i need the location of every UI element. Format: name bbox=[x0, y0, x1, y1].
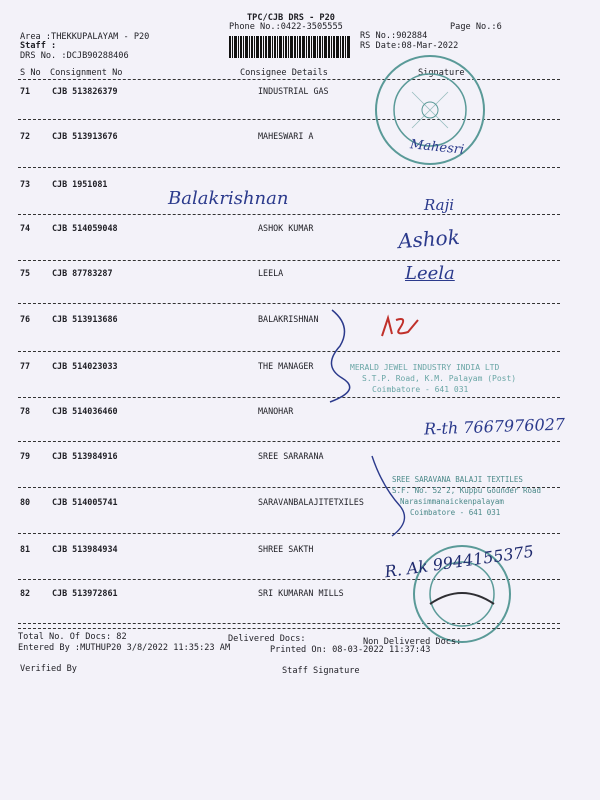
row-sno: 81 bbox=[20, 544, 31, 554]
signature-row81: R. Ak 9944155375 bbox=[383, 541, 535, 582]
row-consignment: CJB 514059048 bbox=[52, 223, 118, 233]
row-consignee: MANOHAR bbox=[258, 406, 294, 416]
saravana-stamp-line3: Narasimmanaickenpalayam bbox=[400, 497, 504, 506]
row-consignment: CJB 513984934 bbox=[52, 544, 118, 554]
row-consignment: CJB 1951081 bbox=[52, 179, 108, 189]
row-sno: 73 bbox=[20, 179, 31, 189]
row-divider bbox=[18, 214, 560, 215]
page-number: Page No.:6 bbox=[450, 22, 502, 32]
row-consignment: CJB 514023033 bbox=[52, 361, 118, 371]
row-consignment: CJB 514005741 bbox=[52, 497, 118, 507]
column-header-sno: S No bbox=[20, 68, 41, 78]
entered-by: Entered By :MUTHUP20 3/8/2022 11:35:23 AM bbox=[18, 643, 231, 653]
staff-signature: Staff Signature bbox=[282, 666, 360, 676]
signature-row78: R-th 7667976027 bbox=[423, 414, 566, 439]
row-consignee: SHREE SAKTH bbox=[258, 544, 314, 554]
total-docs: Total No. Of Docs: 82 bbox=[18, 632, 127, 642]
verified-by: Verified By bbox=[20, 664, 77, 674]
row-consignee: BALAKRISHNAN bbox=[258, 314, 319, 324]
phone-number: Phone No.:0422-3505555 bbox=[229, 22, 343, 32]
row-sno: 79 bbox=[20, 451, 31, 461]
emerald-stamp-line2: S.T.P. Road, K.M. Palayam (Post) bbox=[362, 374, 517, 383]
column-header-consignment: Consignment No bbox=[50, 68, 123, 78]
row-consignee: ASHOK KUMAR bbox=[258, 223, 314, 233]
area-label: Area :THEKKUPALAYAM - P20 bbox=[20, 32, 150, 42]
emerald-stamp-line3: Coimbatore - 641 031 bbox=[372, 385, 469, 394]
row-consignment: CJB 513913686 bbox=[52, 314, 118, 324]
row-sno: 72 bbox=[20, 131, 31, 141]
emerald-stamp-line1: MERALD JEWEL INDUSTRY INDIA LTD bbox=[350, 363, 500, 372]
row-consignment: CJB 513984916 bbox=[52, 451, 118, 461]
pen-scribble-strokes bbox=[312, 306, 462, 556]
drs-number: DRS No. :DCJB90288406 bbox=[20, 51, 129, 61]
rs-date: RS Date:08-Mar-2022 bbox=[360, 41, 459, 51]
row-divider bbox=[18, 441, 560, 442]
row-consignee: SARAVANBALAJITETXILES bbox=[258, 497, 364, 507]
signature-row72: Mahesri bbox=[409, 137, 465, 158]
barcode-image bbox=[229, 36, 351, 58]
staff-label: Staff : bbox=[20, 41, 57, 51]
row-sno: 77 bbox=[20, 361, 31, 371]
row-consignment: CJB 513826379 bbox=[52, 86, 118, 96]
saravana-stamp-line2: S.F. No. 52 2, Kuppu Gounder Road bbox=[392, 486, 542, 495]
saravana-stamp-line1: SREE SARAVANA BALAJI TEXTILES bbox=[392, 475, 523, 484]
column-header-signature: Signature bbox=[418, 68, 465, 78]
row-sno: 71 bbox=[20, 86, 31, 96]
delivered-docs: Delivered Docs: bbox=[228, 634, 306, 644]
signature-row75: Leela bbox=[405, 263, 455, 284]
printed-on: Printed On: 08-03-2022 11:37:43 bbox=[270, 645, 431, 655]
non-delivered-docs: Non Delivered Docs: bbox=[363, 637, 462, 647]
row-sno: 76 bbox=[20, 314, 31, 324]
row-consignee: THE MANAGER bbox=[258, 361, 314, 371]
row-sno: 75 bbox=[20, 268, 31, 278]
row-consignment: CJB 514036460 bbox=[52, 406, 118, 416]
saravana-stamp-line4: Coimbatore - 641 031 bbox=[410, 508, 501, 517]
row-sno: 82 bbox=[20, 588, 31, 598]
row-sno: 78 bbox=[20, 406, 31, 416]
row-consignee: SRI KUMARAN MILLS bbox=[258, 588, 344, 598]
row-consignee: INDUSTRIAL GAS bbox=[258, 86, 329, 96]
row-consignment: CJB 513972861 bbox=[52, 588, 118, 598]
row-consignment: CJB 87783287 bbox=[52, 268, 113, 278]
rs-number: RS No.:902884 bbox=[360, 31, 428, 41]
signature-row74: Ashok bbox=[397, 224, 461, 254]
row-divider bbox=[18, 260, 560, 261]
row-divider bbox=[18, 533, 560, 534]
row-divider bbox=[18, 351, 560, 352]
row-consignment: CJB 513913676 bbox=[52, 131, 118, 141]
row-divider bbox=[18, 397, 560, 398]
footer-divider bbox=[18, 628, 560, 629]
row-divider bbox=[18, 303, 560, 304]
row-sno: 74 bbox=[20, 223, 31, 233]
row-consignee: MAHESWARI A bbox=[258, 131, 314, 141]
row-consignee: LEELA bbox=[258, 268, 284, 278]
document-title: TPC/CJB DRS - P20 bbox=[247, 13, 335, 23]
row-sno: 80 bbox=[20, 497, 31, 507]
handwritten-name-row73: Balakrishnan bbox=[168, 188, 289, 209]
row-consignee: SREE SARARANA bbox=[258, 451, 324, 461]
signature-row73: Raji bbox=[424, 196, 455, 214]
column-header-consignee: Consignee Details bbox=[240, 68, 328, 78]
